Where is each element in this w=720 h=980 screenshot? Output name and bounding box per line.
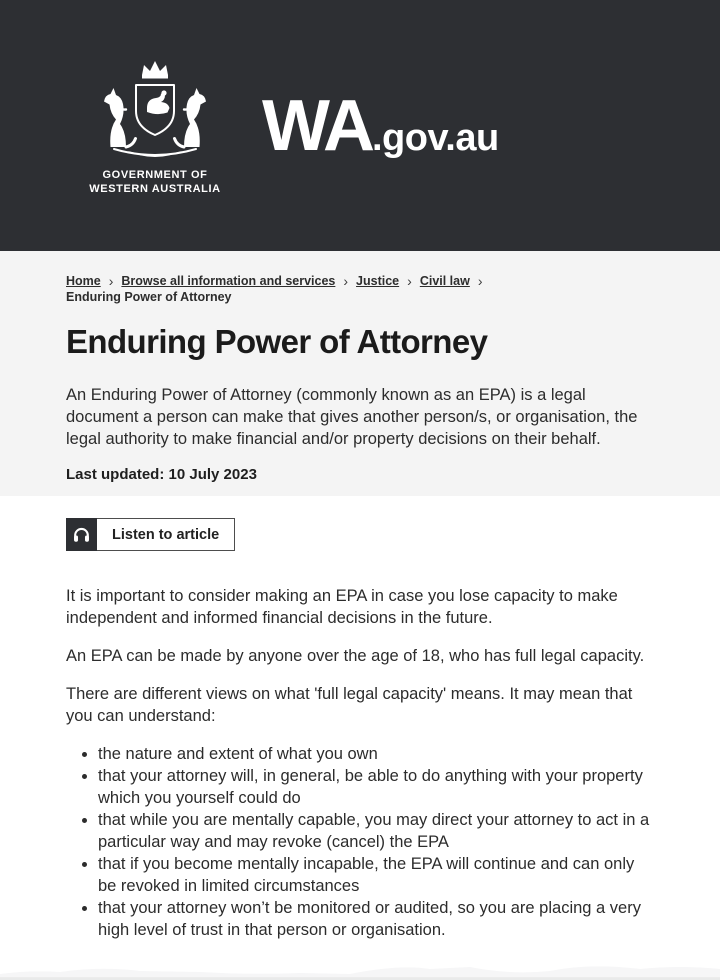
breadcrumb-separator-icon: ›: [343, 273, 349, 289]
paragraph: An EPA can be made by anyone over the age of 18, who has full legal capacity.: [66, 647, 645, 665]
breadcrumb-link-browse[interactable]: Browse all information and services: [121, 274, 336, 288]
breadcrumb-link-justice[interactable]: Justice: [356, 274, 400, 288]
article-body: [66, 585, 654, 941]
headphones-icon: [66, 518, 97, 551]
crest-caption-line1: GOVERNMENT OF: [102, 169, 208, 181]
list-item: • that while you are mentally capable, you may direct your attorney to act in a particular way and may revoke (cancel) the EPA: [98, 809, 654, 853]
breadcrumb-separator-icon: ›: [477, 273, 483, 289]
wa-gov-wordmark: [262, 85, 499, 166]
coat-of-arms-block: [80, 55, 230, 196]
list-item: • that your attorney will, in general, be able to do anything with your property which you yourself could do: [98, 765, 654, 809]
breadcrumb: [66, 273, 654, 305]
listen-to-article-button[interactable]: [66, 518, 235, 551]
article-content: [0, 496, 720, 941]
wordmark-govau: .gov.au: [371, 116, 499, 159]
breadcrumb-link-home[interactable]: Home: [66, 274, 101, 288]
list-item: • that if you become mentally incapable, the EPA will continue and can only be revoked in limited circumstances: [98, 853, 654, 897]
list-item: • the nature and extent of what you own: [98, 743, 654, 765]
page-title: Enduring Power of Attorney: [66, 323, 488, 360]
breadcrumb-link-civil-law[interactable]: Civil law: [419, 274, 470, 288]
footer-landscape-illustration: [0, 950, 720, 980]
site-header: [0, 0, 720, 251]
list-item: • that your attorney won’t be monitored or audited, so you are placing a very high level of trust in that person or organisation.: [98, 897, 654, 941]
coat-of-arms-icon: [80, 55, 230, 163]
wa-gov-home-logo-link[interactable]: [80, 55, 499, 196]
last-updated: Last updated: 10 July 2023: [66, 466, 257, 483]
page-hero: [0, 251, 720, 496]
crest-caption: [89, 169, 220, 196]
page-intro: An Enduring Power of Attorney (commonly known as an EPA) is a legal document a person can make that gives another person/s, or organisation, the legal authority to make financial and/or property decisions on their behalf.: [66, 386, 638, 448]
capacity-bullet-list: [66, 743, 654, 941]
crest-caption-line2: WESTERN AUSTRALIA: [89, 182, 221, 195]
breadcrumb-separator-icon: ›: [407, 273, 412, 289]
paragraph: There are different views on what 'full legal capacity' means. It may mean that you can understand:: [66, 685, 633, 725]
breadcrumb-current-page: Enduring Power of Attorney: [66, 290, 232, 304]
paragraph: It is important to consider making an EPA in case you lose capacity to make independent and informed financial decisions in the future.: [66, 587, 618, 627]
wordmark-wa: WA: [262, 85, 372, 166]
breadcrumb-separator-icon: ›: [108, 273, 114, 289]
listen-button-label: Listen to article: [97, 518, 235, 551]
